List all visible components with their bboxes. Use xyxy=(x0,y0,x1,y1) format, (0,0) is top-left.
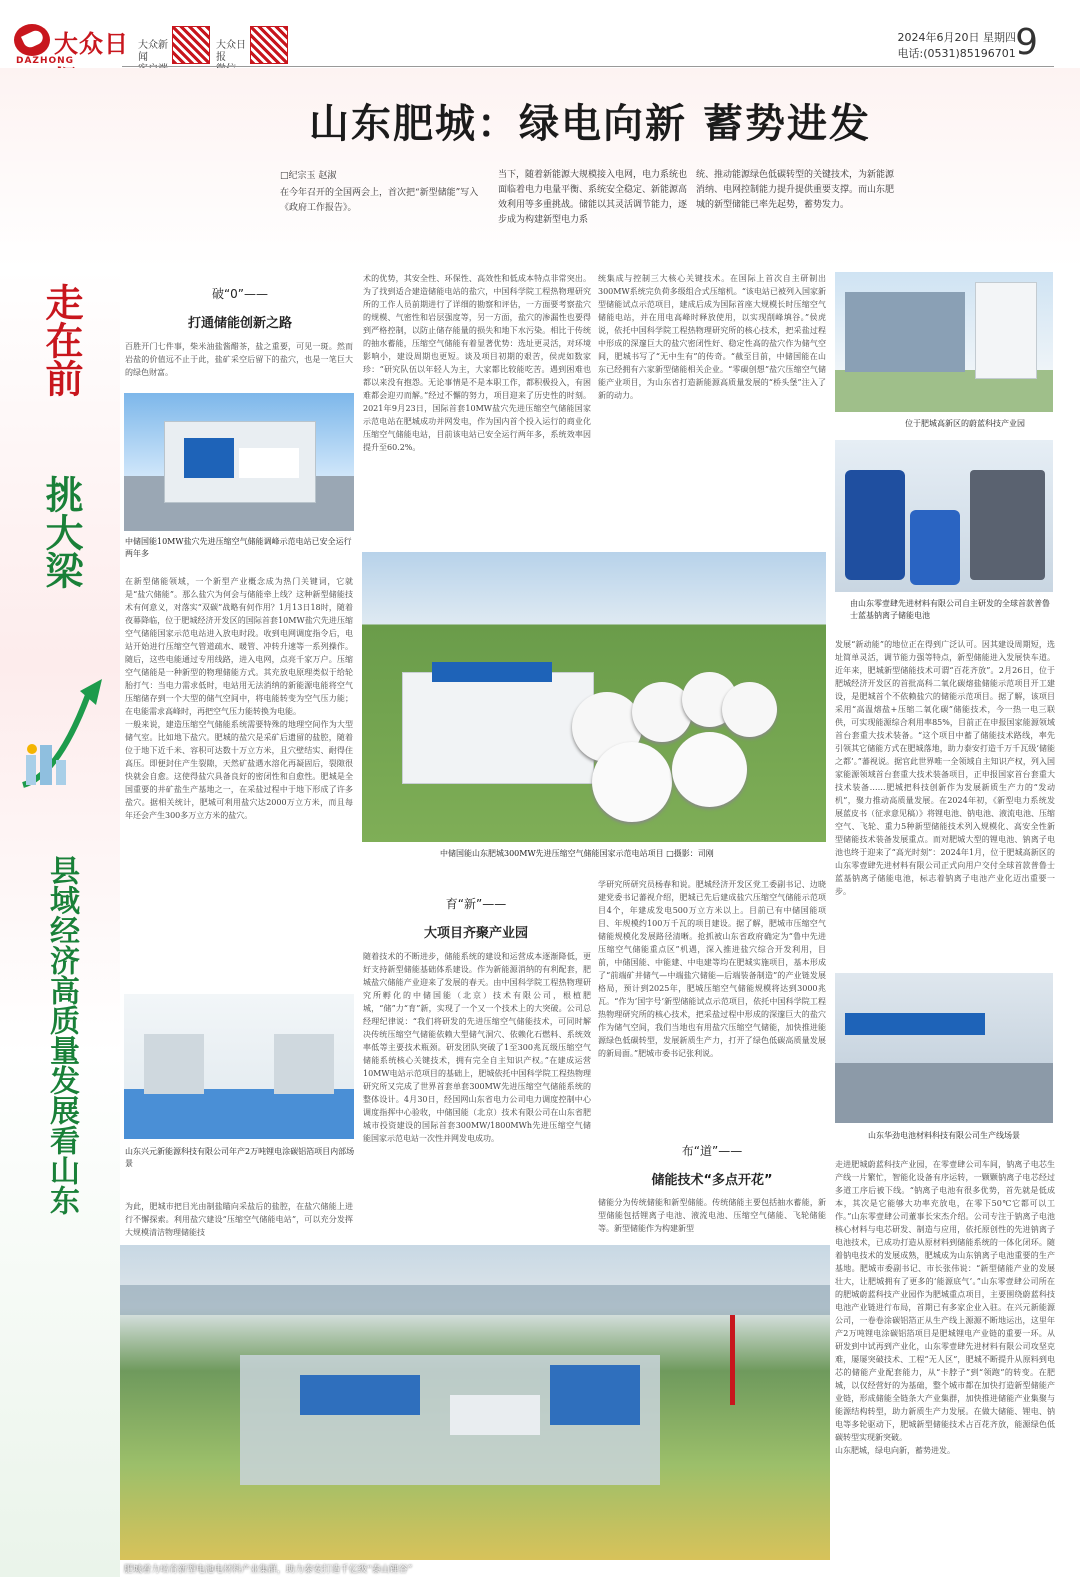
article-paragraph: 山东肥城，绿电向新，蓄势进发。 xyxy=(835,1446,955,1455)
photo-power-station xyxy=(124,393,354,531)
side-slogan-red xyxy=(31,283,91,397)
photo-industrial-park xyxy=(835,272,1053,412)
side-slogan-line: 走在前 xyxy=(39,283,84,397)
section-title: 储能技术“多点开花” xyxy=(651,1173,773,1188)
article-text: 学研究所研究员杨春和说。肥城经济开发区党工委副书记、边晓建党委书记蕃视介绍，肥城已先后建成盐穴压缩空气储能示范项目4个，年建成发电500万立方米以上。目前已有中储国能项目、年规模约100万千瓦的项目建设。据了解，肥城市压缩空气储能规模化发展路径清晰。抢抓被山东省政府确定为“鲁中先进压缩空气储能重点区”机遇，深入推进盐穴综合开发利用，目前，中储国能、中能建、中电建等均在肥城实施项目，基本形成了“前端矿井储气—中端盐穴储能—后端装备制造”的产业链发展格局，预计到2025年，肥城压缩空气储能规模将达到3000兆瓦。“作为‘国字号’新型储能试点示范项目，依托中国科学院工程热物理研究所的核心技术，把采盐过程中形成的深邃巨大的盐穴作为储气空间，我们当地也有用盐穴压缩空气储能，加快推进能源绿色低碳转型，发展新质生产力，打开了绿色低碳高质量发展的新局面。”肥城市委书记张利说。 xyxy=(598,880,826,1058)
article-text: 百胜开门七件事，柴米油盐酱醋茶，盐之重要，可见一斑。然而岩盐的价值远不止于此，盐矿采空后留下的盐穴，也是一笔巨大的绿色财富。 xyxy=(125,342,353,377)
issue-date: 2024年6月20日 星期四 xyxy=(897,31,1016,44)
article-text xyxy=(125,575,353,990)
article-text: 统集成与控制三大核心关键技术。在国际上首次自主研制出300MW系统完负荷多级组合式压缩机。“该电站已被列入国家新型储能试点示范项目，建成后成为国际首座大规模长时压缩空气储能电站，并在用电高峰时释放使用，以实现削峰填谷。”侯虎说，依托中国科学院工程热物理研究所的核心技术，把采盐过程中形成的深邃巨大的盐穴密闭性好、稳定性高的盐穴作为储气空间，肥城书写了“无中生有”的传奇。“截至目前，中储国能在山东已经拥有六家新型储能相关企业。“零碳创想”盐穴压缩空气储能产业项目，为山东省打造新能源高质量发展的“桥头堡”注入了新的动力。 xyxy=(598,274,826,400)
growth-arrow-icon xyxy=(18,655,108,795)
photo-city-aerial xyxy=(120,1245,830,1560)
newspaper-logo xyxy=(14,20,144,64)
article-text: 随着技术的不断进步，储能系统的建设和运营成本逐渐降低，更好支持新型储能基础体系建设。作为新能源消纳的有利配套，肥城盐穴储能产业迎来了发展的春天。由中国科学院工程热物理研究所孵化的中储国能（北京）技术有限公司，根植肥城，“储”力“育”新，实现了一个又一个技术上的大突破。公司总经理纪律说：“我们将研发的先进压缩空气储能技术，可同时解决传统压缩空气储能依赖大型储气洞穴、依赖化石燃料、系统效率低等主要技术瓶颈。研发团队突破了1至300兆瓦级压缩空气储能系统核心关键技术，拥有完全自主知识产权。”在建成运营10MW电站示范项目的基础上，肥城依托中国科学院工程热物理研究所又完成了世界首套单套300MW先进压缩空气储能系统的整体设计。4月30日，经国网山东省电力公司电力调度控制中心调度指挥中心验收，中储国能（北京）技术有限公司在山东省肥城市投资建设的国际首套300MW/1800MWh先进压缩空气储能国家示范电站一次性并网发电成功。 xyxy=(363,952,591,1143)
qr-label-wechat: 大众日报 xyxy=(216,40,246,63)
section-heading-3 xyxy=(598,1142,826,1188)
side-tagline xyxy=(31,855,91,1215)
photo-production-line xyxy=(835,973,1053,1123)
photo-caption: 山东华劲电池材料科技有限公司生产线场景 xyxy=(868,1131,1020,1140)
photo-caption: 中储国能山东肥城300MW先进压缩空气储能国家示范电站项目 □摄影：司刚 xyxy=(440,849,714,858)
article-text: 为此，肥城市把目光由制盐瞄向采盐后的盐腔，在盐穴储能上进行不懈探索。利用盐穴建设“压缩空气储能电站”，可以充分发挥大规模清洁物理储能技 xyxy=(125,1202,353,1237)
section-heading-2 xyxy=(362,895,590,941)
byline: □纪宗玉 赵淑 xyxy=(280,171,337,181)
page-number: 9 xyxy=(1015,22,1038,63)
article-paragraph: 在新型储能领域，一个新型产业概念成为热门关键词，它就是“盐穴储能”。那么盐穴为何会与储能牵上线？这种新型储能技术有何意义，对落实“双碳”战略有何作用？1月13日18时，随着夜幕降临，位于肥城经济开发区的国际首套10MW盐穴先进压缩空气储能国家示范电站进入放电时段。收到电网调度指令后，电站开始进行压缩空气管道疏水、暖管、冲转升速等一系列操作。随后，这些电能通过专用线路，进入电网，点亮千家万户。压缩空气储能是一种新型的物理储能方式。其充放电原理类似于给轮胎打气：当电力需求低时，电站用无法消纳的新能源电能将空气压缩储存到一个大型的储气空间中，将电能转变为空气压力能；在电能需求高峰时，再把空气压力能转换为电能。 xyxy=(125,577,353,716)
article-text: 发展“新动能”的地位正在得到广泛认可。因其建设周期短，选址简单灵活，调节能力强等特点，新型储能进入发展快车道。近年来，肥城新型储能技术可谓“百花齐放”。2月26日，位于肥城经济开发区的首批高科二氧化碳熔盐储能示范项目开工建设，是肥城首个不依赖盐穴的储能示范项目。据了解，该项目采用“高温熔盐+压缩二氧化碳”储能技术，今一热一电三联供，可实现能源综合利用率85%，目前正在申报国家能源领域首台套重大技术装备。“这个项目中蓄了储能技术路线，率先引领其它储能方式在肥城落地，助力泰安打造千万千瓦级‘储能之都’。”蕃视说。据官此世界唯一全领域自主知识产权，列入国家能源领域首台套重大技术装备项目，正申报国家首台套重大技术装备……肥城把科技创新作为发展新质生产力的“发动机”，聚力推动高质量发展。在2024年初，《新型电力系统发展蓝皮书（征求意见稿）》将锂电池、钠电池、液流电池、压缩空气、飞轮、重力5种新型储能技术列入规模化、高安全性新型储能技术装备发展重点。而对肥城大型的锂电池、钠离子电池也终于迎来了“高光时刻”：2024年1月，位于肥城高新区的山东零壹肆先进材料有限公司正式向用户交付全球首款普鲁士蓝基钠离子储能电池，标志着钠离子电池产业化迈出重要一步。 xyxy=(835,640,1055,896)
lead-paragraph: 统、推动能源绿色低碳转型的关键技术，为新能源消纳、电网控制能力提升提供重要支撑。而山东肥城的新型储能已率先起势，蓄势发力。 xyxy=(696,170,895,210)
section-title: 打通储能创新之路 xyxy=(187,316,292,331)
section-kicker: 布“道”—— xyxy=(681,1144,743,1158)
photo-caption: 山东兴元新能源科技有限公司年产2万吨锂电涂碳铝箔项目内部场景 xyxy=(125,1147,355,1168)
divider xyxy=(122,66,1054,67)
contact-phone: 电话:(0531)85196701 xyxy=(897,47,1016,60)
article-paragraph: 走进肥城蔚蓝科技产业园，在零壹肆公司车间，钠离子电芯生产线一片繁忙，智能化设备有序运转，一颗颗钠离子电芯经过多道工序后被下线。“钠离子电池有很多优势，首先就是低成本，其次是它能够大功率充放电，在零下50℃它都可以工作。”山东零壹肆公司董事长宋杰介绍。公司专注于钠离子电池核心材料与电芯研发、制造与应用，依托原创性的先进钠离子电池技术，已成功打造从原材料到储能系统的一体化闭环。随着钠电技术的发展成熟，肥城成为山东钠离子电池重要的生产基地。肥城市委副书记、市长张伟说：“新型储能产业的发展壮大，让肥城拥有了更多的‘能源底气’。”山东零壹肆公司所在的肥城蔚蓝科技产业园作为肥城重点项目，主要围绕蔚蓝科技电池产业链进行布局，首期已有多家企业入驻。在兴元新能源公司，一卷卷涂碳铝箔正从生产线上源源不断地运出，这里年产2万吨锂电涂碳铝箔项目是肥城锂电产业链的重要一环。从研发到中试再到产业化，山东零壹肆先进材料有限公司攻坚克难，屡屡突破技术、工程“无人区”，肥城不断提升从原料到电芯的储能产业配套能力，从“卡脖子”到“领跑”的转变。在肥城，以仅经营好的为基础，整个城市都在加快打造新型储能产业链，形成储能全链条大产业集群，加快推进储能产业集聚与能源结构转型，助力新质生产力发展。在做大储能、锂电、钠电等多轮驱动下，肥城新型储能技术占百花齐放，能源绿色低碳转型实现新突破。 xyxy=(835,1160,1055,1442)
lead-paragraph: 当下，随着新能源大规模接入电网，电力系统也面临着电力电量平衡、系统安全稳定、新能源高效利用等多重挑战。储能以其灵活调节能力，逐步成为构建新型电力系 xyxy=(498,170,688,225)
side-tagline-text: 县域经济高质量发展看山东 xyxy=(44,855,79,1215)
photo-caption: 位于肥城高新区的蔚蓝科技产业园 xyxy=(905,419,1025,428)
photo-storage-station-aerial xyxy=(362,552,826,842)
section-kicker: 育“新”—— xyxy=(445,897,507,911)
section-kicker: 破“0”—— xyxy=(211,287,269,301)
page-headline: 山东肥城：绿电向新 蓄势进发 xyxy=(309,100,871,147)
article-paragraph: 一般来说，建造压缩空气储能系统需要特殊的地理空间作为大型储气室。比如地下盐穴。肥城的盐穴是采矿后遗留的盐腔，随着位于地下近千米、容积可达数十万立方米，且穴壁结实、耐得住高压。即便封住产生裂隙，天然矿盐遇水溶化再凝固后，裂隙很快就会自愈。这使得盐穴具备良好的密闭性和自愈性。肥城是全国重要的井矿盐生产基地之一，在采盐过程中于地下形成了许多盐穴。据相关统计，肥城可利用盐穴达2000万立方米，而且每年还会产生300多万立方米的盐穴。 xyxy=(125,720,353,820)
photo-caption: 肥城着力培育新型电池电材料产业集群，助力泰安打造千亿级“泰山锂谷” xyxy=(124,1565,413,1575)
photo-caption: 由山东零壹肆先进材料有限公司自主研发的全球首款普鲁士蓝基钠离子储能电池 xyxy=(850,599,1050,620)
side-column xyxy=(24,275,98,1575)
section-heading-1 xyxy=(125,285,355,331)
newspaper-name-en: DAZHONG xyxy=(16,56,75,66)
photo-caption: 中储国能10MW盐穴先进压缩空气储能调峰示范电站已安全运行两年多 xyxy=(125,537,352,558)
photo-factory-interior xyxy=(124,994,354,1139)
masthead-info xyxy=(898,30,1017,62)
section-title: 大项目齐聚产业园 xyxy=(423,926,528,941)
newspaper-name: 大众日 xyxy=(54,29,129,58)
logo-emblem-icon xyxy=(14,24,50,56)
lead-paragraph: 在今年召开的全国两会上，首次把“新型储能”写入《政府工作报告》。 xyxy=(280,188,479,213)
article-text: 储能分为传统储能和新型储能。传统储能主要包括抽水蓄能，新型储能包括锂离子电池、液流电池、压缩空气储能、飞轮储能等。新型储能作为构建新型 xyxy=(598,1198,826,1233)
qr-label-app: 大众新闻 xyxy=(138,40,168,63)
side-slogan-green xyxy=(31,475,91,589)
article-text xyxy=(835,1158,1055,1550)
article-text: 术的优势，其安全性、环保性、高效性和低成本特点非常突出。为了找到适合建造储能电站的盐穴，中国科学院工程热物理研究所的工作人员前期进行了详细的勘察和评估，一方面要考察盐穴的规模、气密性和岩层强度等，另一方面，盐穴的渗漏性也要得到严格控制，以防止储存能量的损失和地下水污染。相比于传统的抽水蓄能，压缩空气储能有着显著优势：选址更灵活，对环境影响小，建设周期也更短。谈及项目初期的艰苦，侯虎如数家珍：“研究队伍以年轻人为主，大家都比较能吃苦。遇到困难也都以来没有抱怨。无论事情是不是本职工作，都积极投入，有困难都会迎刃而解。”经过不懈的努力，项目迎来了历史性的时刻。2021年9月23日，国际首套10MW盐穴先进压缩空气储能国家示范电站在肥城成功并网发电，作为国内首个投入运行的商业化压缩空气储能电站，目前该电站已安全运行两年多，系统效率因提升至60.2%。 xyxy=(363,274,591,452)
qr-code-icon[interactable] xyxy=(172,26,210,64)
qr-code-icon[interactable] xyxy=(250,26,288,64)
side-slogan-line: 挑大梁 xyxy=(39,475,84,589)
photo-sodium-battery xyxy=(835,440,1053,592)
